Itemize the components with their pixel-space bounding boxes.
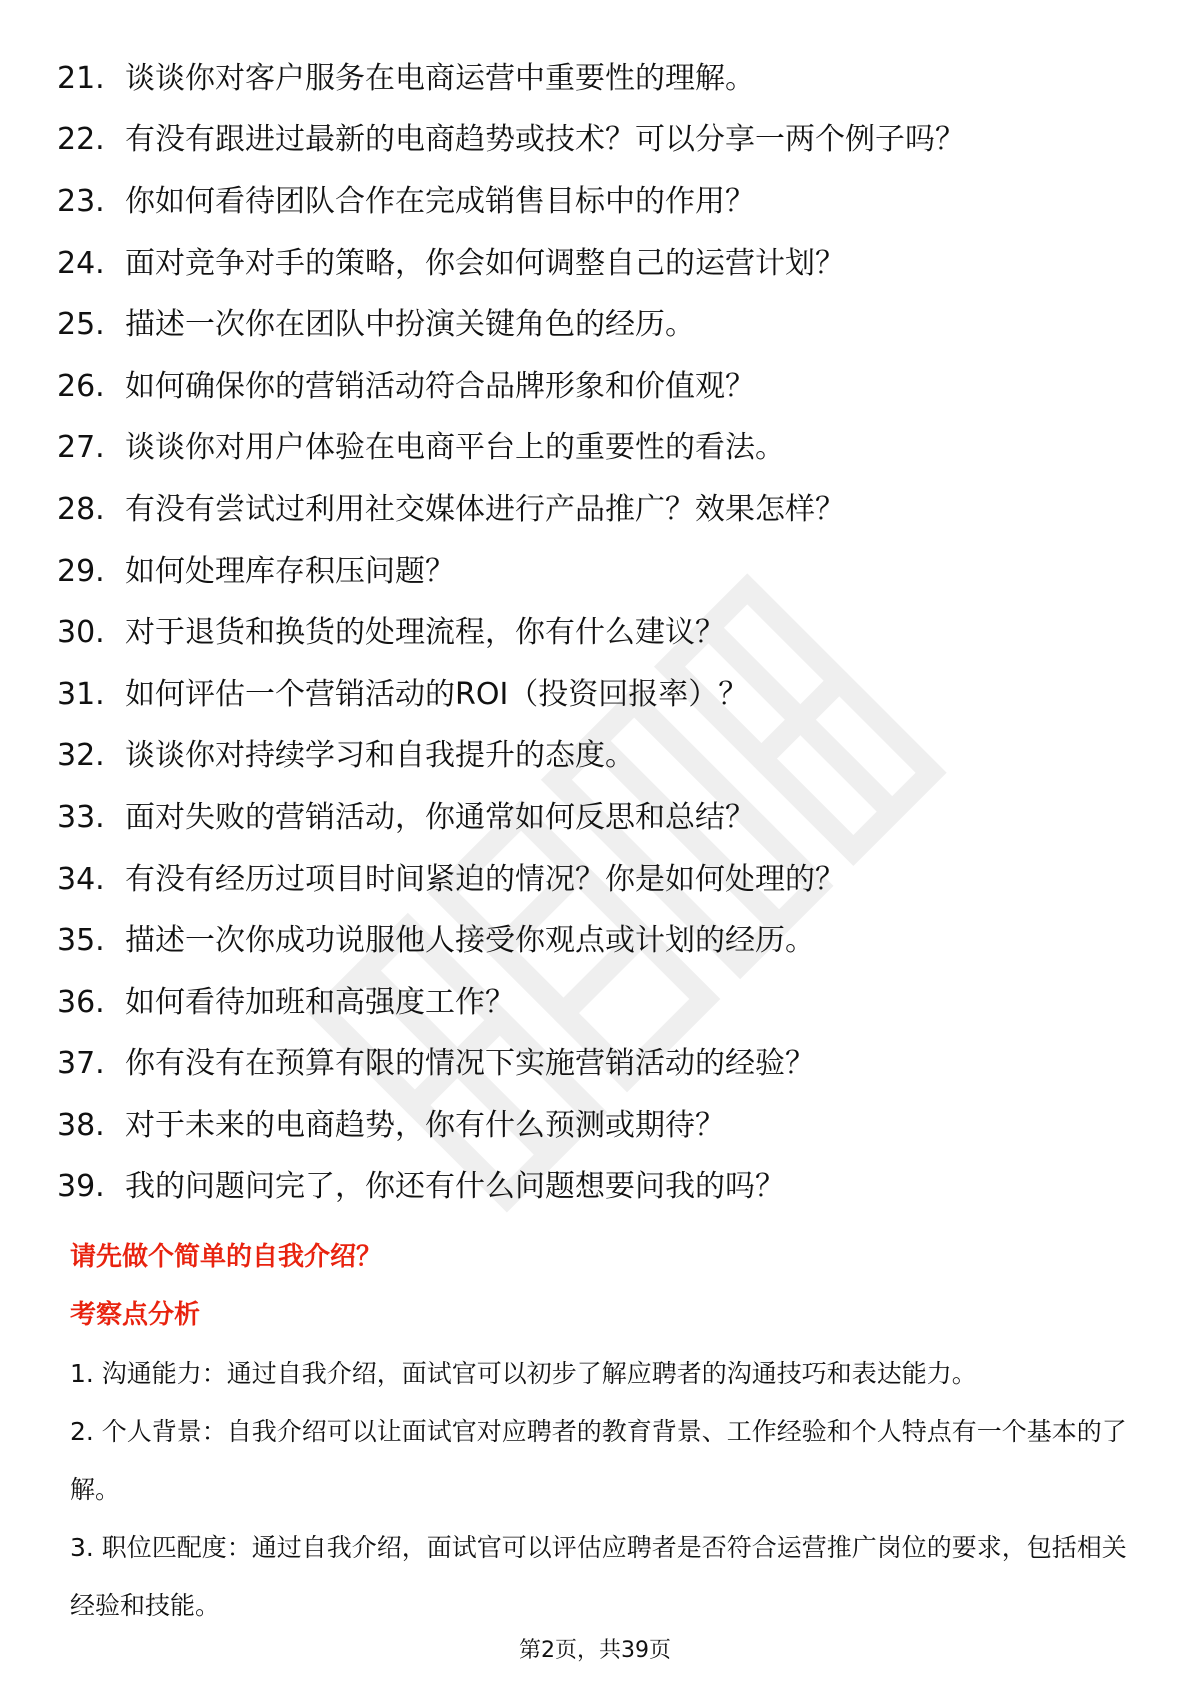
question-item xyxy=(57,972,1137,1034)
question-text: 你有没有在预算有限的情况下实施营销活动的经验？ xyxy=(125,1046,815,1082)
question-item xyxy=(57,849,1137,911)
question-text: 对于退货和换货的处理流程，你有什么建议？ xyxy=(125,615,725,651)
question-number: 29. xyxy=(57,553,105,589)
question-item xyxy=(57,294,1137,356)
question-number: 21. xyxy=(57,60,105,96)
question-text: 面对竞争对手的策略，你会如何调整自己的运营计划？ xyxy=(125,245,845,281)
question-text: 谈谈你对持续学习和自我提升的态度。 xyxy=(125,738,635,774)
question-number: 35. xyxy=(57,923,105,959)
analysis-item: 2. 个人背景：自我介绍可以让面试官对应聘者的教育背景、工作经验和个人特点有一个基本的了解。 xyxy=(70,1417,1127,1504)
question-text: 如何确保你的营销活动符合品牌形象和价值观？ xyxy=(125,368,755,404)
question-item xyxy=(57,479,1137,541)
question-text: 谈谈你对用户体验在电商平台上的重要性的看法。 xyxy=(125,430,785,466)
analysis-item: 3. 职位匹配度：通过自我介绍，面试官可以评估应聘者是否符合运营推广岗位的要求，包括相关经验和技能。 xyxy=(70,1533,1127,1620)
analysis-list xyxy=(70,1345,1130,1635)
question-number: 27. xyxy=(57,430,105,466)
question-number: 34. xyxy=(57,861,105,897)
question-number: 38. xyxy=(57,1107,105,1143)
question-number: 31. xyxy=(57,676,105,712)
question-text: 我的问题问完了，你还有什么问题想要问我的吗？ xyxy=(125,1169,785,1205)
question-list xyxy=(57,48,1137,1218)
question-text: 有没有尝试过利用社交媒体进行产品推广？效果怎样？ xyxy=(125,491,845,527)
question-number: 22. xyxy=(57,122,105,158)
question-text: 谈谈你对客户服务在电商运营中重要性的理解。 xyxy=(125,60,755,96)
question-text: 如何处理库存积压问题？ xyxy=(125,553,455,589)
question-item xyxy=(57,1095,1137,1157)
question-item xyxy=(57,910,1137,972)
question-number: 33. xyxy=(57,799,105,835)
question-number: 26. xyxy=(57,368,105,404)
question-number: 30. xyxy=(57,615,105,651)
question-number: 39. xyxy=(57,1169,105,1205)
question-number: 24. xyxy=(57,245,105,281)
question-number: 23. xyxy=(57,183,105,219)
analysis-heading: 考察点分析 xyxy=(70,1300,201,1330)
question-item xyxy=(57,1034,1137,1096)
question-number: 32. xyxy=(57,738,105,774)
question-item xyxy=(57,664,1137,726)
question-number: 28. xyxy=(57,491,105,527)
analysis-item: 1. 沟通能力：通过自我介绍，面试官可以初步了解应聘者的沟通技巧和表达能力。 xyxy=(70,1359,977,1388)
question-item xyxy=(57,726,1137,788)
question-text: 面对失败的营销活动，你通常如何反思和总结？ xyxy=(125,799,755,835)
question-number: 37. xyxy=(57,1046,105,1082)
question-text: 描述一次你成功说服他人接受你观点或计划的经历。 xyxy=(125,923,815,959)
question-text: 你如何看待团队合作在完成销售目标中的作用？ xyxy=(125,183,755,219)
question-text: 有没有经历过项目时间紧迫的情况？你是如何处理的？ xyxy=(125,861,845,897)
page-footer: 第2页，共39页 xyxy=(519,1638,671,1663)
question-item xyxy=(57,233,1137,295)
question-item xyxy=(57,602,1137,664)
question-text: 对于未来的电商趋势，你有什么预测或期待？ xyxy=(125,1107,725,1143)
question-number: 25. xyxy=(57,307,105,343)
question-text: 如何看待加班和高强度工作？ xyxy=(125,984,515,1020)
question-text: 有没有跟进过最新的电商趋势或技术？可以分享一两个例子吗？ xyxy=(125,122,965,158)
section-heading: 请先做个简单的自我介绍？ xyxy=(70,1242,383,1272)
question-item xyxy=(57,541,1137,603)
question-item xyxy=(57,356,1137,418)
question-number: 36. xyxy=(57,984,105,1020)
question-text: 描述一次你在团队中扮演关键角色的经历。 xyxy=(125,307,695,343)
question-item xyxy=(57,110,1137,172)
question-text: 如何评估一个营销活动的ROI（投资回报率）？ xyxy=(125,676,749,712)
question-item xyxy=(57,418,1137,480)
question-item xyxy=(57,1157,1137,1219)
question-item xyxy=(57,787,1137,849)
question-item xyxy=(57,48,1137,110)
question-item xyxy=(57,171,1137,233)
